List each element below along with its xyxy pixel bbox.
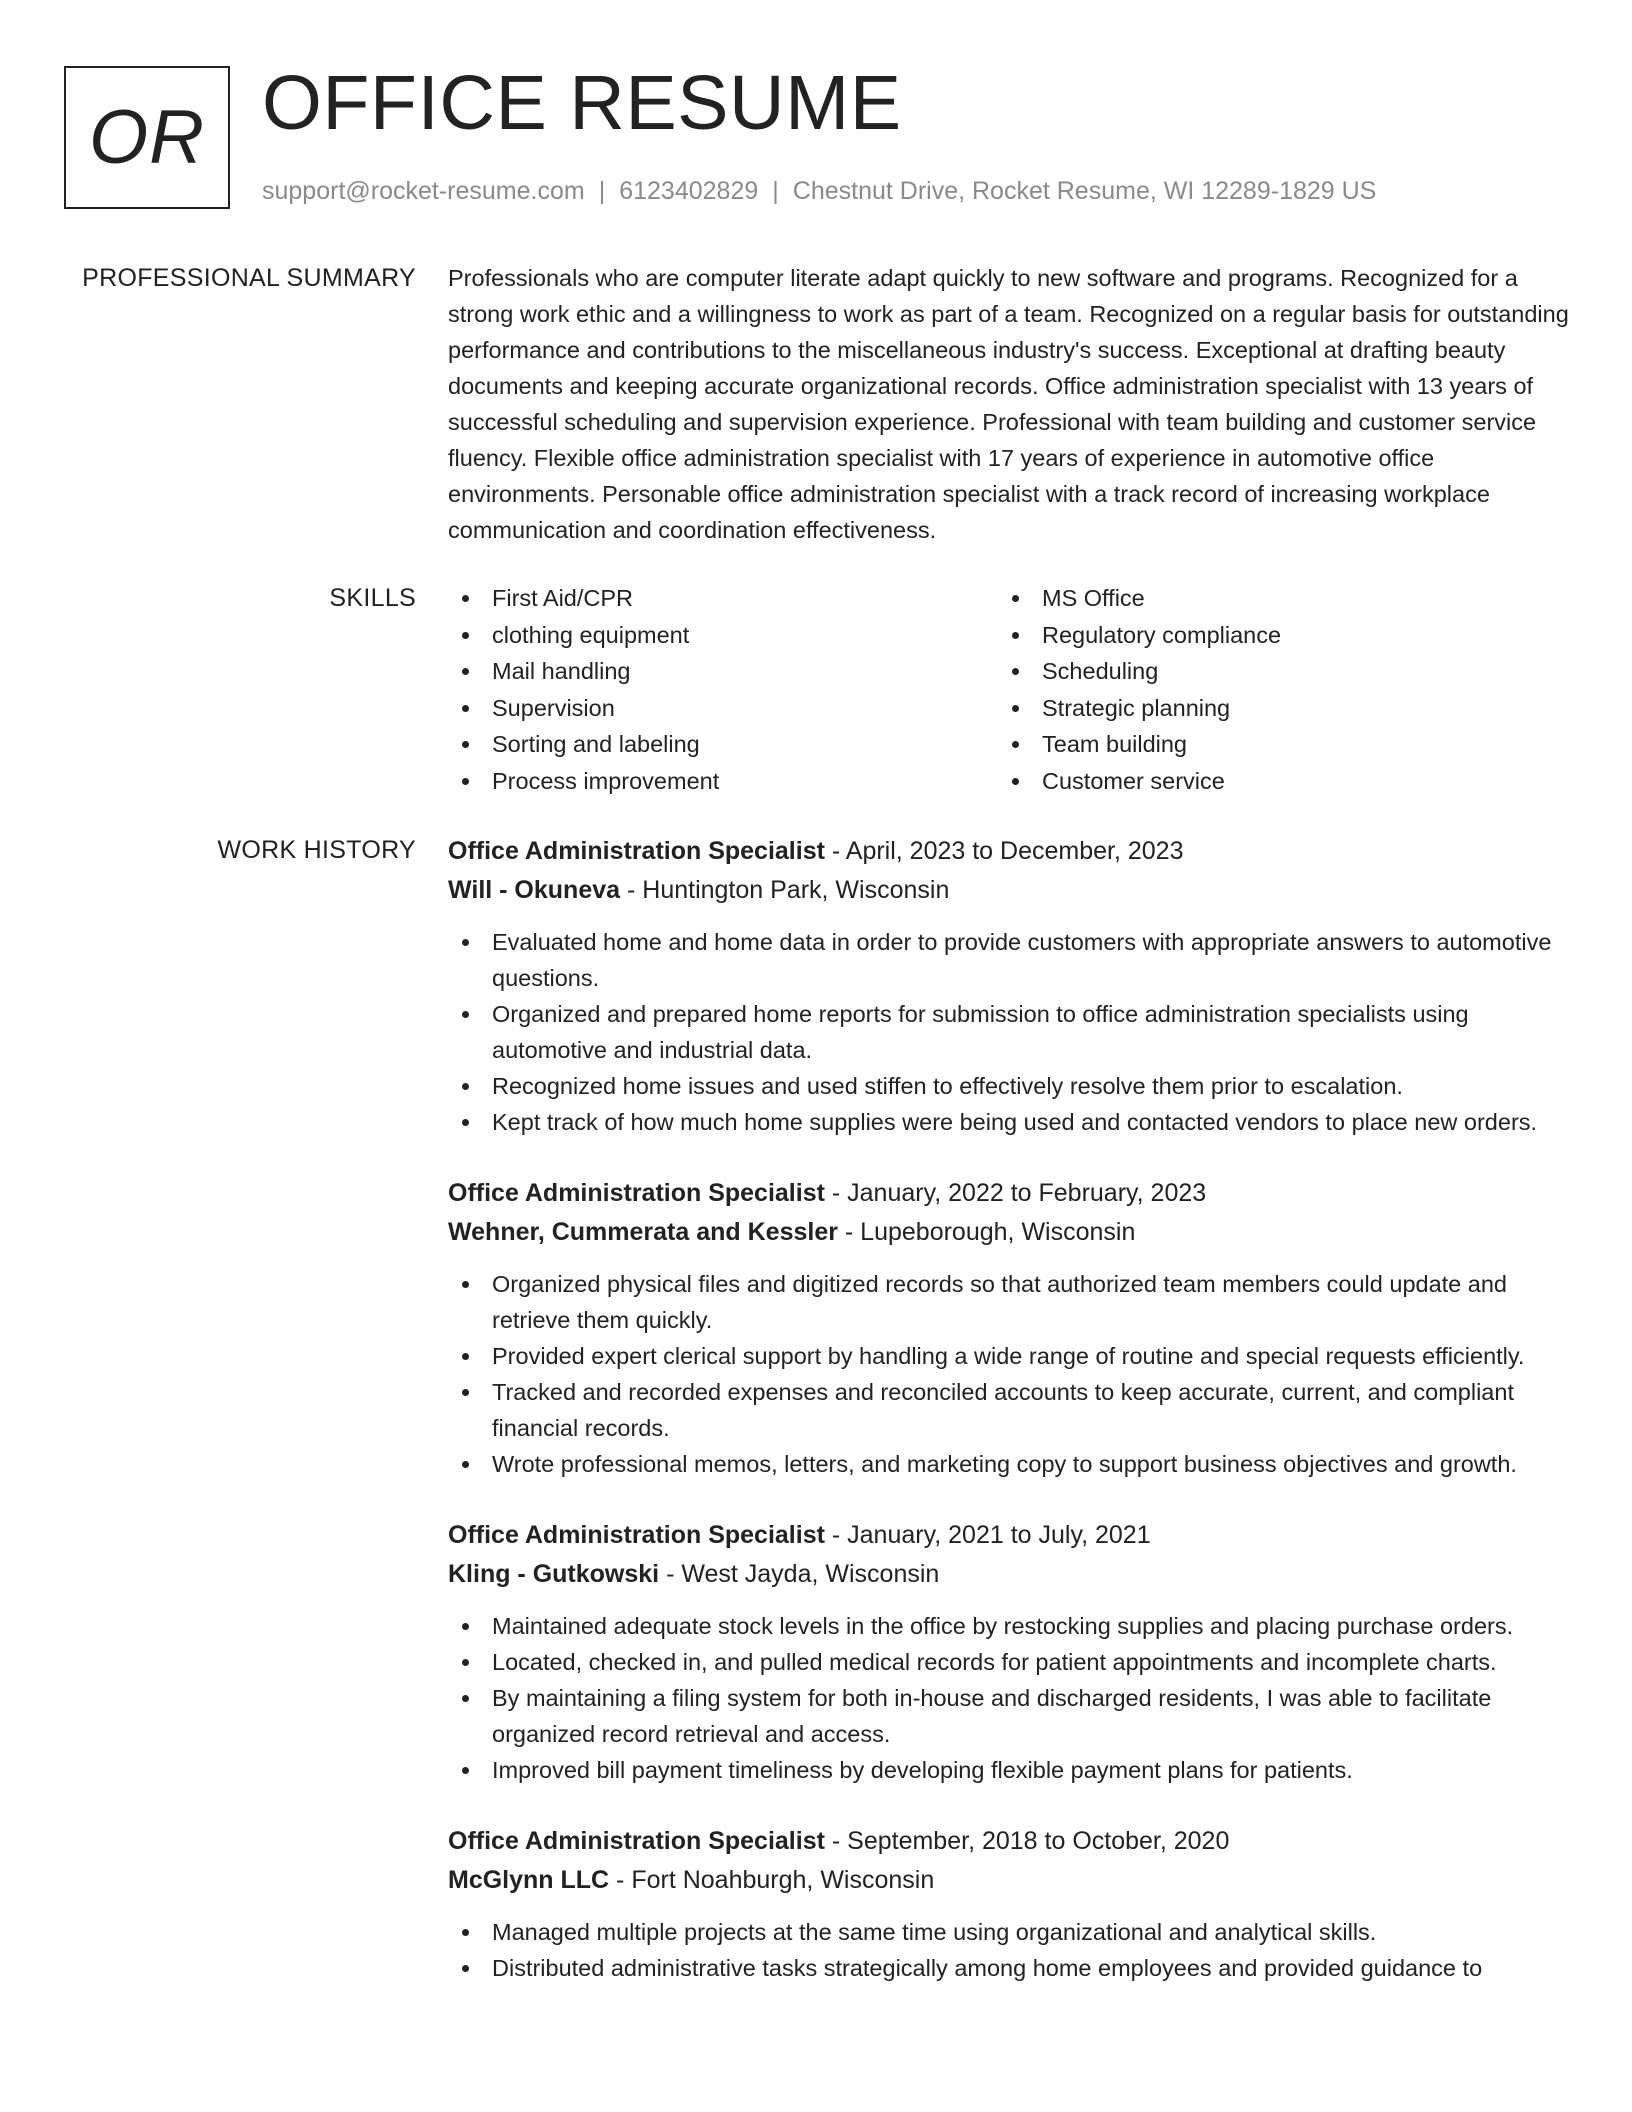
- job-location: - Huntington Park, Wisconsin: [620, 876, 950, 904]
- job-bullets: [448, 1266, 1570, 1482]
- job-title: Office Administration Specialist: [448, 1827, 825, 1855]
- job-bullet: Located, checked in, and pulled medical records for patient appointments and incomplete charts.: [448, 1644, 1570, 1680]
- skills-column-right: [998, 580, 1548, 799]
- job-bullet: Evaluated home and home data in order to provide customers with appropriate answers to automotive questions.: [448, 924, 1570, 996]
- job-bullet: Maintained adequate stock levels in the office by restocking supplies and placing purchase orders.: [448, 1608, 1570, 1644]
- job-company-line: [448, 1861, 1570, 1900]
- job-company-line: [448, 1213, 1570, 1252]
- monogram-box: [64, 66, 230, 209]
- job-bullet: Improved bill payment timeliness by developing flexible payment plans for patients.: [448, 1752, 1570, 1788]
- summary-text: Professionals who are computer literate adapt quickly to new software and programs. Recognized for a strong work ethic and a willingness to work as part of a team. Recognized on a regular basis for outstanding performance and contributions to the miscellaneous industry's success. Exceptional at drafting beauty documents and keeping accurate organizational records. Office administration specialist with 13 years of successful scheduling and supervision experience. Professional with team building and customer service fluency. Flexible office administration specialist with 17 years of experience in automotive office environments. Personable office administration specialist with a track record of increasing workplace communication and coordination effectiveness.: [448, 265, 1569, 543]
- skill-item: Regulatory compliance: [998, 617, 1548, 654]
- job-entry: [448, 832, 1570, 1140]
- job-entry: [448, 1822, 1570, 1986]
- job-title-line: [448, 1516, 1570, 1555]
- job-title-line: [448, 1174, 1570, 1213]
- job-title: Office Administration Specialist: [448, 837, 825, 865]
- job-dates: - April, 2023 to December, 2023: [824, 837, 1184, 865]
- skill-item: First Aid/CPR: [448, 580, 998, 617]
- job-company-line: [448, 871, 1570, 910]
- skill-item: Scheduling: [998, 653, 1548, 690]
- job-company: Will - Okuneva: [448, 876, 621, 904]
- job-bullet: By maintaining a filing system for both in-house and discharged residents, I was able to facilitate organized record retrieval and access.: [448, 1680, 1570, 1752]
- job-entry: [448, 1174, 1570, 1482]
- monogram-initials: OR: [89, 95, 205, 180]
- job-location: - Fort Noahburgh, Wisconsin: [609, 1866, 935, 1894]
- job-company: Wehner, Cummerata and Kessler: [448, 1218, 838, 1246]
- summary-heading: PROFESSIONAL SUMMARY: [82, 264, 416, 292]
- job-bullet: Recognized home issues and used stiffen to effectively resolve them prior to escalation.: [448, 1068, 1570, 1104]
- job-bullet: Managed multiple projects at the same time using organizational and analytical skills.: [448, 1914, 1570, 1950]
- skill-item: clothing equipment: [448, 617, 998, 654]
- job-company-line: [448, 1555, 1570, 1594]
- job-title-line: [448, 832, 1570, 871]
- skill-item: Mail handling: [448, 653, 998, 690]
- skill-item: Team building: [998, 726, 1548, 763]
- work-history-heading: WORK HISTORY: [217, 836, 416, 864]
- job-location: - Lupeborough, Wisconsin: [837, 1218, 1136, 1246]
- job-bullet: Wrote professional memos, letters, and marketing copy to support business objectives and growth.: [448, 1446, 1570, 1482]
- contact-phone: 6123402829: [619, 177, 759, 205]
- job-title-line: [448, 1822, 1570, 1861]
- contact-email: support@rocket-resume.com: [262, 177, 585, 205]
- contact-separator: |: [598, 177, 606, 205]
- job-company: Kling - Gutkowski: [448, 1560, 660, 1588]
- skill-item: Process improvement: [448, 763, 998, 800]
- job-dates: - September, 2018 to October, 2020: [824, 1827, 1230, 1855]
- skill-item: Customer service: [998, 763, 1548, 800]
- contact-separator: |: [772, 177, 779, 205]
- job-entry: [448, 1516, 1570, 1788]
- contact-line: [262, 176, 1376, 206]
- job-bullet: Distributed administrative tasks strategically among home employees and provided guidance to: [448, 1950, 1570, 1986]
- job-bullet: Provided expert clerical support by handling a wide range of routine and special requests efficiently.: [448, 1338, 1570, 1374]
- job-bullets: [448, 924, 1570, 1140]
- skills-column-left: [448, 580, 998, 799]
- work-history-list: [448, 832, 1570, 2020]
- skill-item: Sorting and labeling: [448, 726, 998, 763]
- resume-name: OFFICE RESUME: [262, 60, 902, 146]
- job-dates: - January, 2022 to February, 2023: [824, 1179, 1207, 1207]
- job-bullet: Tracked and recorded expenses and reconciled accounts to keep accurate, current, and compliant financial records.: [448, 1374, 1570, 1446]
- job-dates: - January, 2021 to July, 2021: [824, 1521, 1151, 1549]
- job-bullets: [448, 1914, 1570, 1986]
- skill-item: Supervision: [448, 690, 998, 727]
- contact-address: Chestnut Drive, Rocket Resume, WI 12289-1829 US: [792, 177, 1377, 205]
- job-title: Office Administration Specialist: [448, 1179, 825, 1207]
- skills-list: [448, 580, 1570, 799]
- job-bullet: Organized physical files and digitized records so that authorized team members could update and retrieve them quickly.: [448, 1266, 1570, 1338]
- skill-item: Strategic planning: [998, 690, 1548, 727]
- job-location: - West Jayda, Wisconsin: [659, 1560, 940, 1588]
- skills-heading: SKILLS: [329, 584, 416, 612]
- job-bullet: Kept track of how much home supplies were being used and contacted vendors to place new orders.: [448, 1104, 1570, 1140]
- skill-item: MS Office: [998, 580, 1548, 617]
- job-title: Office Administration Specialist: [448, 1521, 825, 1549]
- job-bullets: [448, 1608, 1570, 1788]
- job-bullet: Organized and prepared home reports for submission to office administration specialists using automotive and industrial data.: [448, 996, 1570, 1068]
- job-company: McGlynn LLC: [448, 1866, 610, 1894]
